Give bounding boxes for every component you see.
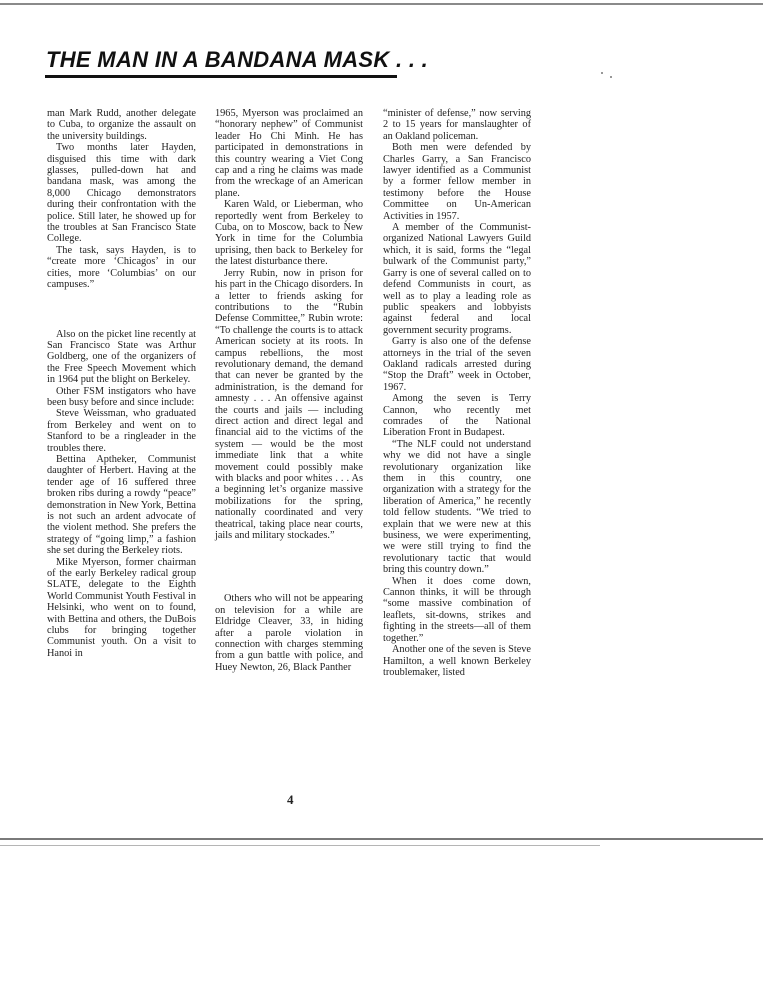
top-border-rule (0, 3, 763, 5)
article-paragraph: “The NLF could not understand why we did not have a single revolutionary organization like them in this country, one organization with a strategy for the liberation of America,” he recently told fellow students. “We tried to explain that we were new at this business, we were experimenting, we were still trying to find the revolutionary tactic that would bring this country down.” (383, 438, 531, 576)
article-paragraph: Steve Weissman, who graduated from Berkeley and went on to Stanford to be a ringleader in the troubles there. (47, 408, 196, 454)
article-paragraph: Among the seven is Terry Cannon, who recently met comrades of the National Liberation Front in Budapest. (383, 393, 531, 439)
article-paragraph: A member of the Communist-organized National Lawyers Guild which, it is said, forms the “legal bulwark of the Communist party,” Garry is one of several called on to defend Communists in court, as well as to play a leading role as public speakers and lobbyists against federal and local government security programs. (383, 222, 531, 336)
bottom-border-rule (0, 838, 763, 840)
article-paragraph: Karen Wald, or Lieberman, who reportedly went from Berkeley to Cuba, on to Moscow, back to New York in time for the Columbia uprising, then back to Berkeley for the latest disturbance there. (215, 199, 363, 268)
article-column-1 (47, 108, 196, 659)
article-paragraph: Bettina Aptheker, Communist daughter of Herbert. Having at the tender age of 16 suffered three broken ribs during a rowdy “peace” demonstration in New York, Bettina is not such an ardent advocate of the violent method. She prefers the strategy of “going limp,” a fashion she set during the Berkeley riots. (47, 453, 196, 557)
page-number: 4 (287, 792, 294, 807)
scan-speck (610, 76, 612, 78)
article-paragraph: man Mark Rudd, another delegate to Cuba, to organize the assault on the university buildings. (47, 108, 196, 142)
scan-speck (601, 72, 603, 74)
article-paragraph: Garry is also one of the defense attorneys in the trial of the seven Oakland radicals arrested during “Stop the Draft” week in October, 1967. (383, 336, 531, 393)
article-paragraph: Two months later Hayden, disguised this time with dark glasses, pulled-down hat and bandana mask, was among the 8,000 Chicago demonstrators during their confrontation with the police. Still later, he showed up for the troubles at San Francisco State College. (47, 142, 196, 245)
article-paragraph: The task, says Hayden, is to “create more ‘Chicagos’ in our cities, more ‘Columbias’ on our campuses.” (47, 244, 196, 291)
article-paragraph: Jerry Rubin, now in prison for his part in the Chicago disorders. In a letter to friends asking for contributions to the “Rubin Defense Committee,” Rubin wrote: “To challenge the courts is to attack American society at its roots. In campus rebellions, the most revolutionary demand, the demand that can never be granted by the administration, is the demand for amnesty . . . An offensive against the courts and jails — including direct action and direct legal and financial aid to the victims of the system — would be the most immediate link that a white movement could possibly make with blacks and poor whites . . . As a beginning let’s organize massive mobilizations for the spring, nationally coordinated and very theatrical, taking place near courts, jails and military stockades.” (215, 267, 363, 542)
article-paragraph: When it does come down, Cannon thinks, it will be through “some massive combination of leaflets, sit-downs, strikes and fighting in the streets—all of them together.” (383, 575, 531, 644)
article-paragraph: 1965, Myerson was proclaimed an “honorary nephew” of Communist leader Ho Chi Minh. He has participated in demonstrations in this country wearing a Viet Cong cap and a ring he claims was made from the wreckage of an American plane. (215, 108, 363, 199)
article-paragraph: Both men were defended by Charles Garry, a San Francisco lawyer identified as a Communist by a former fellow member in testimony before the House Committee on Un-American Activities in 1957. (383, 142, 531, 222)
headline-underline (45, 75, 397, 78)
article-paragraph: Others who will not be appearing on television for a while are Eldridge Cleaver, 33, in hiding after a parole violation in connection with charges stemming from a gun battle with police, and Huey Newton, 26, Black Panther (215, 593, 363, 673)
headline: THE MAN IN A BANDANA MASK . . . (46, 47, 429, 72)
article-paragraph: Also on the picket line recently at San Francisco State was Arthur Goldberg, one of the organizers of the Free Speech Movement which in 1964 put the blight on Berkeley. (47, 328, 196, 386)
article-column-3 (383, 108, 531, 678)
bottom-border-rule-secondary (0, 845, 600, 846)
article-paragraph: Other FSM instigators who have been busy before and since include: (47, 385, 196, 408)
article-paragraph: “minister of defense,” now serving 2 to 15 years for manslaughter of an Oakland policeman. (383, 108, 531, 142)
article-paragraph: Mike Myerson, former chairman of the early Berkeley radical group SLATE, delegate to the Eighth World Communist Youth Festival in Helsinki, who went on to found, with Bettina and others, the DuBois clubs for bringing together Communist youth. On a visit to Hanoi in (47, 556, 196, 659)
article-column-2 (215, 108, 363, 673)
column-spacer (215, 541, 363, 593)
column-spacer (47, 291, 196, 329)
article-paragraph: Another one of the seven is Steve Hamilton, a well known Berkeley troublemaker, listed (383, 644, 531, 678)
